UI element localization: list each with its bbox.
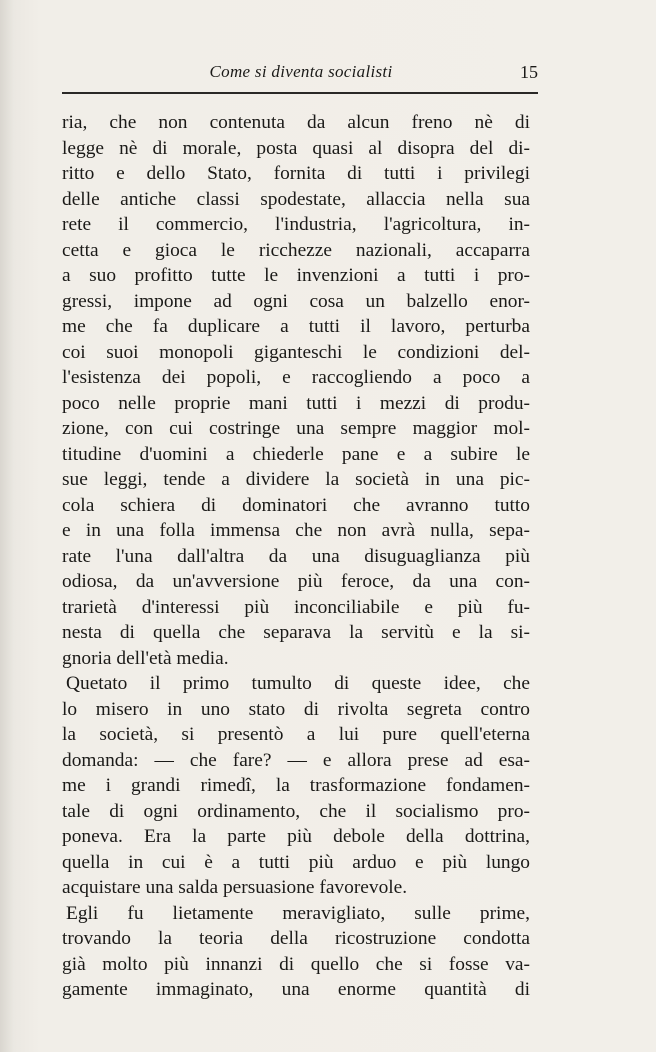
text-line: poco nelle proprie mani tutti i mezzi di produ-: [62, 392, 530, 414]
text-line: titudine d'uomini a chiederle pane e a subire le: [62, 443, 530, 465]
text-line: lo misero in uno stato di rivolta segreta contro: [62, 698, 530, 720]
text-line: rete il commercio, l'industria, l'agricoltura, in-: [62, 214, 530, 235]
text-line: ria, che non contenuta da alcun freno nè di: [62, 112, 530, 133]
text-line: cetta e gioca le ricchezze nazionali, accaparra: [62, 239, 530, 261]
page-header: [62, 58, 540, 84]
page-number: 15: [520, 62, 538, 82]
body-text: [62, 110, 530, 1003]
text-line: la società, si presentò a lui pure quell'eterna: [62, 724, 530, 745]
text-line: ritto e dello Stato, fornita di tutti i privilegi: [62, 163, 530, 184]
text-line: gamente immaginato, una enorme quantità di: [62, 979, 530, 1000]
text-line: zione, con cui costringe una sempre maggior mol-: [62, 418, 530, 439]
text-line: domanda: — che fare? — e allora prese ad esa-: [62, 749, 530, 771]
header-rule: [62, 92, 538, 94]
paragraph-end-line: acquistare una salda persuasione favorevole.: [62, 877, 408, 898]
text-line: già molto più innanzi di quello che si fosse va-: [62, 953, 530, 975]
text-line: me i grandi rimedî, la trasformazione fondamen-: [62, 775, 530, 796]
text-line: l'esistenza dei popoli, e raccogliendo a poco a: [62, 367, 530, 388]
text-line: me che fa duplicare a tutti il lavoro, perturba: [62, 316, 530, 337]
paragraph-end-line: gnoria dell'età media.: [62, 647, 229, 669]
text-line: legge nè di morale, posta quasi al disopra del di-: [62, 137, 530, 159]
text-line: tale di ogni ordinamento, che il socialismo pro-: [62, 800, 530, 822]
text-line: odiosa, da un'avversione più feroce, da una con-: [62, 571, 530, 592]
text-line: e in una folla immensa che non avrà nulla, sepa-: [62, 520, 530, 541]
running-title: Come si diventa socialisti: [209, 62, 393, 81]
text-line: gressi, impone ad ogni cosa un balzello enor-: [62, 290, 530, 312]
text-line: nesta di quella che separava la servitù e la si-: [62, 622, 530, 643]
text-line: quella in cui è a tutti più arduo e più lungo: [62, 851, 530, 873]
text-line: sue leggi, tende a dividere la società in una pic-: [62, 469, 530, 490]
paragraph-start-line: Egli fu lietamente meravigliato, sulle prime,: [66, 902, 530, 924]
text-line: trovando la teoria della ricostruzione condotta: [62, 928, 530, 949]
text-line: poneva. Era la parte più debole della dottrina,: [62, 826, 530, 847]
text-line: coi suoi monopoli giganteschi le condizioni del-: [62, 341, 530, 363]
text-line: delle antiche classi spodestate, allaccia nella sua: [62, 188, 530, 210]
paragraph-start-line: Quetato il primo tumulto di queste idee, che: [66, 673, 530, 694]
text-line: rate l'una dall'altra da una disuguaglianza più: [62, 545, 530, 567]
text-line: cola schiera di dominatori che avranno tutto: [62, 494, 530, 516]
text-line: trarietà d'interessi più inconciliabile e più fu-: [62, 596, 530, 618]
text-line: a suo profitto tutte le invenzioni a tutti i pro-: [62, 265, 530, 286]
